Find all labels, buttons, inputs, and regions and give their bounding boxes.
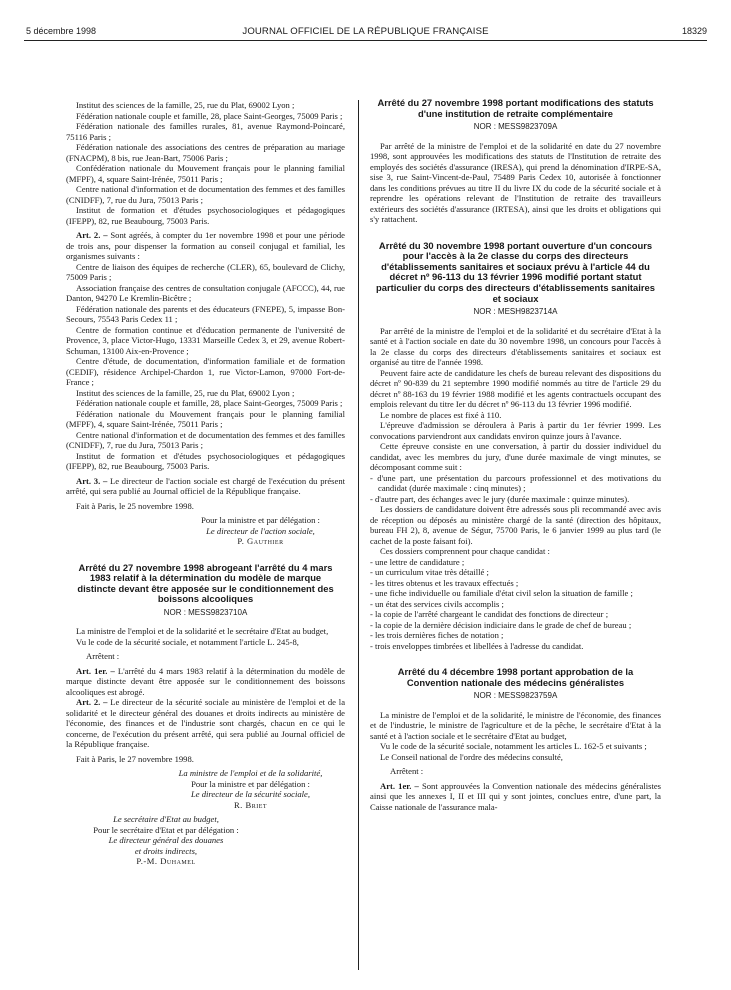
org-entry: Institut de formation et d'études psychosociologiques et pédagogiques (IFEPP), 82, rue Beaubourg, 75003 Paris. <box>66 205 345 226</box>
list-item: - les trois dernières fiches de notation ; <box>370 630 504 641</box>
signature-name: P.-M. Duhamel <box>136 856 196 867</box>
article-label: Art. 1er. – <box>380 780 419 791</box>
header-journal-title: JOURNAL OFFICIEL DE LA RÉPUBLIQUE FRANÇAISE <box>242 26 489 37</box>
fait-a-paris: Fait à Paris, le 25 novembre 1998. <box>76 500 194 511</box>
decree-paragraph: Peuvent faire acte de candidature les chefs de bureau relevant des dispositions du décret nº 90-839 du 21 septembre 1990 modifié nommés au titre de l'article 29 du décret nº 88-163 du 19 février 1988 modifié et les agents contractuels occupant des emplois relevant du titre Ier du décret nº 96-113 du 13 février 1996 modifié. <box>370 367 661 410</box>
article-label: Art. 2. – <box>76 230 108 240</box>
org-entry: Fédération nationale des parents et des éducateurs (FNEPE), 5, impasse Bon-Secours, 75543 Paris Cedex 11 ; <box>66 303 345 324</box>
article-label: Art. 2. – <box>76 697 108 708</box>
preamble: Vu le code de la sécurité sociale, notamment les articles L. 162-5 et suivants ; <box>380 741 647 752</box>
interview-list <box>370 473 661 505</box>
org-entry: Institut de formation et d'études psychosociologiques et pédagogiques (IFEPP), 82, rue Beaubourg, 75003 Paris. <box>66 450 345 471</box>
org-entry: Centre de formation continue et d'éducation permanente de l'université de Provence, 3, place Victor-Hugo, 13331 Marseille Cedex 3, et 29, avenue Robert-Schuman, 13100 Aix-en-Provence ; <box>66 324 345 356</box>
decree-paragraph: L'épreuve d'admission se déroulera à Paris à partir du 1er février 1999. Les convocations parviendront aux candidats environ quinze jours à l'avance. <box>370 420 661 441</box>
list-item: - la copie de la dernière décision indiciaire dans le grade de chef de bureau ; <box>370 619 632 630</box>
header-page-number: 18329 <box>681 26 707 36</box>
article-text: Sont agréés, à compter du 1er novembre 1998 et pour une période de trois ans, pour dispenser la formation au conseil conjugal et familial, les organismes suivants : <box>66 230 345 261</box>
article-text: L'arrêté du 4 mars 1983 relatif à la détermination du modèle de marque distincte devant être apposée sur le conditionnement des boissons alcooliques est abrogé. <box>66 665 345 697</box>
nor-reference: NOR : MESS9823709A <box>473 122 558 132</box>
left-column <box>66 100 345 867</box>
signature-block-1 <box>176 515 345 547</box>
list-item: - la copie de l'arrêté chargeant le candidat des fonctions de directeur ; <box>370 609 609 620</box>
signature-line: et droits indirects, <box>134 845 198 856</box>
decree-body: Par arrêté de la ministre de l'emploi et de la solidarité en date du 27 novembre 1998, sont approuvées les modifications des statuts de l'Institution de retraite des employés des sociétés d'assurance (IRESA), qui prend la dénomination d'IRPE-SA, sise 3, rue Saint-Vincent-de-Paul, 75489 Paris Cedex 10, autorisée à fonctionner dans les conditions prévues au titre II du livre IX du code de la sécurité sociale et à reprendre les opérations relevant de l'Institution de retraite des travailleurs extérieurs des sociétés d'assurance (IRTESA), ainsi que les droits et obligations qui s'y rattachent. <box>370 140 661 225</box>
org-entry: Fédération nationale du Mouvement français pour le planning familial (MFPF), 4, square Saint-Irénée, 75011 Paris ; <box>66 408 345 429</box>
list-item: - une fiche individuelle ou familiale d'état civil selon la situation de famille ; <box>370 588 633 599</box>
article-text: Sont approuvées la Convention nationale des médecins généralistes ainsi que les annexes I, II et III qui y sont jointes, conclues entre, d'une part, la Caisse nationale de l'assurance mala- <box>370 780 661 812</box>
nor-reference: NOR : MESH9823714A <box>473 307 558 317</box>
org-list-2 <box>66 262 345 472</box>
nor-reference: NOR : MESS9823710A <box>163 607 248 617</box>
org-entry: Institut des sciences de la famille, 25, rue du Plat, 69002 Lyon ; <box>76 387 295 398</box>
org-entry: Centre national d'information et de documentation des femmes et des familles (CNIDFF), 7, rue du Jura, 75013 Paris ; <box>66 429 345 450</box>
header-date: 5 décembre 1998 <box>26 26 97 36</box>
decree-paragraph: Par arrêté de la ministre de l'emploi et de la solidarité et du secrétaire d'Etat à la santé et à l'action sociale en date du 30 novembre 1998, un concours pour l'accès à la 2e classe du corps des directeurs d'établissements sanitaires et sociaux est organisé au titre de l'année 1998. <box>370 325 661 368</box>
dossier-list <box>370 557 661 652</box>
arretent: Arrêtent : <box>390 766 424 777</box>
list-item: - d'une part, une présentation du parcours professionnel et des motivations du candidat (durée maximale : cinq minutes) ; <box>370 472 661 494</box>
page-header <box>24 16 707 41</box>
signature-name: R. Briet <box>233 799 268 810</box>
org-entry: Fédération nationale couple et famille, 28, place Saint-Georges, 75009 Paris ; <box>76 110 343 121</box>
list-item: - les titres obtenus et les travaux effectués ; <box>370 577 519 588</box>
decree-paragraph: Les dossiers de candidature doivent être adressés sous pli recommandé avec avis de réception ou déposés au ministère chargé de la santé (direction des hôpitaux, bureau FH 2), 8, avenue de Ségur, 75700 Paris, le 6 janvier 1999 au plus tard (le cachet de la poste faisant foi). <box>370 504 661 546</box>
article-3 <box>66 476 345 497</box>
column-divider <box>358 100 359 970</box>
signature-line: Le secrétaire d'Etat au budget, <box>113 814 219 825</box>
list-item: - un curriculum vitae très détaillé ; <box>370 567 489 578</box>
decree-title: Arrêté du 4 décembre 1998 portant approbation de la Convention nationale des médecins généralistes <box>397 666 634 688</box>
signature-line: Pour la ministre et par délégation : <box>191 778 310 789</box>
signature-line: Pour le secrétaire d'Etat et par délégation : <box>93 824 239 835</box>
signature-line: La ministre de l'emploi et de la solidarité, <box>178 768 323 779</box>
decree-paragraph: Cette épreuve consiste en une conversation, à partir du dossier individuel du candidat, avec les membres du jury, d'une durée maximale de vingt minutes, se décomposant comme suit : <box>370 441 661 473</box>
right-column <box>370 98 661 812</box>
org-entry: Fédération nationale des associations des centres de préparation au mariage (FNACPM), 8 bis, rue Jean-Bart, 75006 Paris ; <box>66 142 345 163</box>
article-1 <box>370 781 661 813</box>
article-2 <box>66 230 345 262</box>
signature-line: Le directeur général des douanes <box>108 835 224 846</box>
decree-paragraph: Ces dossiers comprennent pour chaque candidat : <box>380 546 550 557</box>
article-label: Art. 1er. – <box>76 665 115 676</box>
org-entry: Association française des centres de consultation conjugale (AFCCC), 44, rue Danton, 94270 Le Kremlin-Bicêtre ; <box>66 282 345 303</box>
article-2 <box>66 697 345 750</box>
list-item: - trois enveloppes timbrées et libellées à l'adresse du candidat. <box>370 640 584 651</box>
org-entry: Centre d'étude, de documentation, d'information familiale et de formation (CEDIF), résidence Archipel-Chardon 1, rue Victor-Lamon, 97000 Fort-de-France ; <box>66 356 345 387</box>
decree-title: Arrêté du 30 novembre 1998 portant ouverture d'un concours pour l'accès à la 2e classe du corps des directeurs d'établissements sanitaires et sociaux prévu à l'article 44 du décret nº 96-113 du 13 février 1996 modifié portant statut particulier du corps des directeurs d'établissements sanitaires et sociaux <box>376 239 655 304</box>
signature-block-3 <box>66 814 266 867</box>
decree-title: Arrêté du 27 novembre 1998 abrogeant l'arrêté du 4 mars 1983 relatif à la détermination du modèle de marque distincte devant être apposée sur le conditionnement des boissons alcooliques <box>77 561 334 605</box>
arretent: Arrêtent : <box>86 651 120 662</box>
list-item: - d'autre part, des échanges avec le jury (durée maximale : quinze minutes). <box>370 493 630 504</box>
article-text: Le directeur de la sécurité sociale au ministère de l'emploi et de la solidarité et le directeur général des douanes et droits indirects au ministère de l'économie, des finances et de l'industrie sont chargés, chacun en ce qui le concerne, de l'exécution du présent arrêté, qui sera publié au Journal officiel de la République française. <box>66 697 346 750</box>
signature-name: P. Gauthier <box>237 536 284 546</box>
decree-paragraph: Le nombre de places est fixé à 110. <box>380 409 502 420</box>
article-1 <box>66 666 345 698</box>
org-entry: Confédération nationale du Mouvement français pour le planning familial (MFPF), 4, square Saint-Irénée, 75011 Paris ; <box>66 163 345 184</box>
article-text: Le directeur de l'action sociale est chargé de l'exécution du présent arrêté, qui sera publié au Journal officiel de la République française. <box>66 475 346 496</box>
decree-title: Arrêté du 27 novembre 1998 portant modifications des statuts d'une institution de retraite complémentaire <box>377 97 654 119</box>
signature-line: Pour la ministre et par délégation : <box>201 515 320 525</box>
org-entry: Institut des sciences de la famille, 25, rue du Plat, 69002 Lyon ; <box>76 100 295 110</box>
fait-a-paris: Fait à Paris, le 27 novembre 1998. <box>76 753 194 764</box>
list-item: - une lettre de candidature ; <box>370 556 465 567</box>
org-entry: Centre national d'information et de documentation des femmes et des familles (CNIDFF), 7, rue du Jura, 75013 Paris ; <box>66 184 345 205</box>
org-entry: Centre de liaison des équipes de recherche (CLER), 65, boulevard de Clichy, 75009 Paris ; <box>66 261 345 282</box>
nor-reference: NOR : MESS9823759A <box>473 691 558 701</box>
signature-line: Le directeur de la sécurité sociale, <box>190 789 310 800</box>
article-label: Art. 3. – <box>76 475 108 486</box>
preamble: Vu le code de la sécurité sociale, et notamment l'article L. 245-8, <box>76 636 299 647</box>
preamble: La ministre de l'emploi et de la solidarité, le ministre de l'économie, des finances et de l'industrie, le ministre de l'agriculture et de la pêche, le secrétaire d'Etat à la santé et à l'action sociale et le secrétaire d'Etat au budget, <box>370 709 661 741</box>
org-entry: Fédération nationale couple et famille, 28, place Saint-Georges, 75009 Paris ; <box>76 398 343 408</box>
org-list-1 <box>66 100 345 226</box>
signature-line: Le directeur de l'action sociale, <box>206 525 315 536</box>
preamble: La ministre de l'emploi et de la solidarité et le secrétaire d'Etat au budget, <box>76 626 329 637</box>
preamble: Le Conseil national de l'ordre des médecins consulté, <box>380 751 563 762</box>
signature-block-2 <box>156 768 345 810</box>
org-entry: Fédération nationale des familles rurales, 81, avenue Raymond-Poincaré, 75116 Paris ; <box>66 121 345 142</box>
list-item: - un état des services civils accomplis ; <box>370 598 504 609</box>
